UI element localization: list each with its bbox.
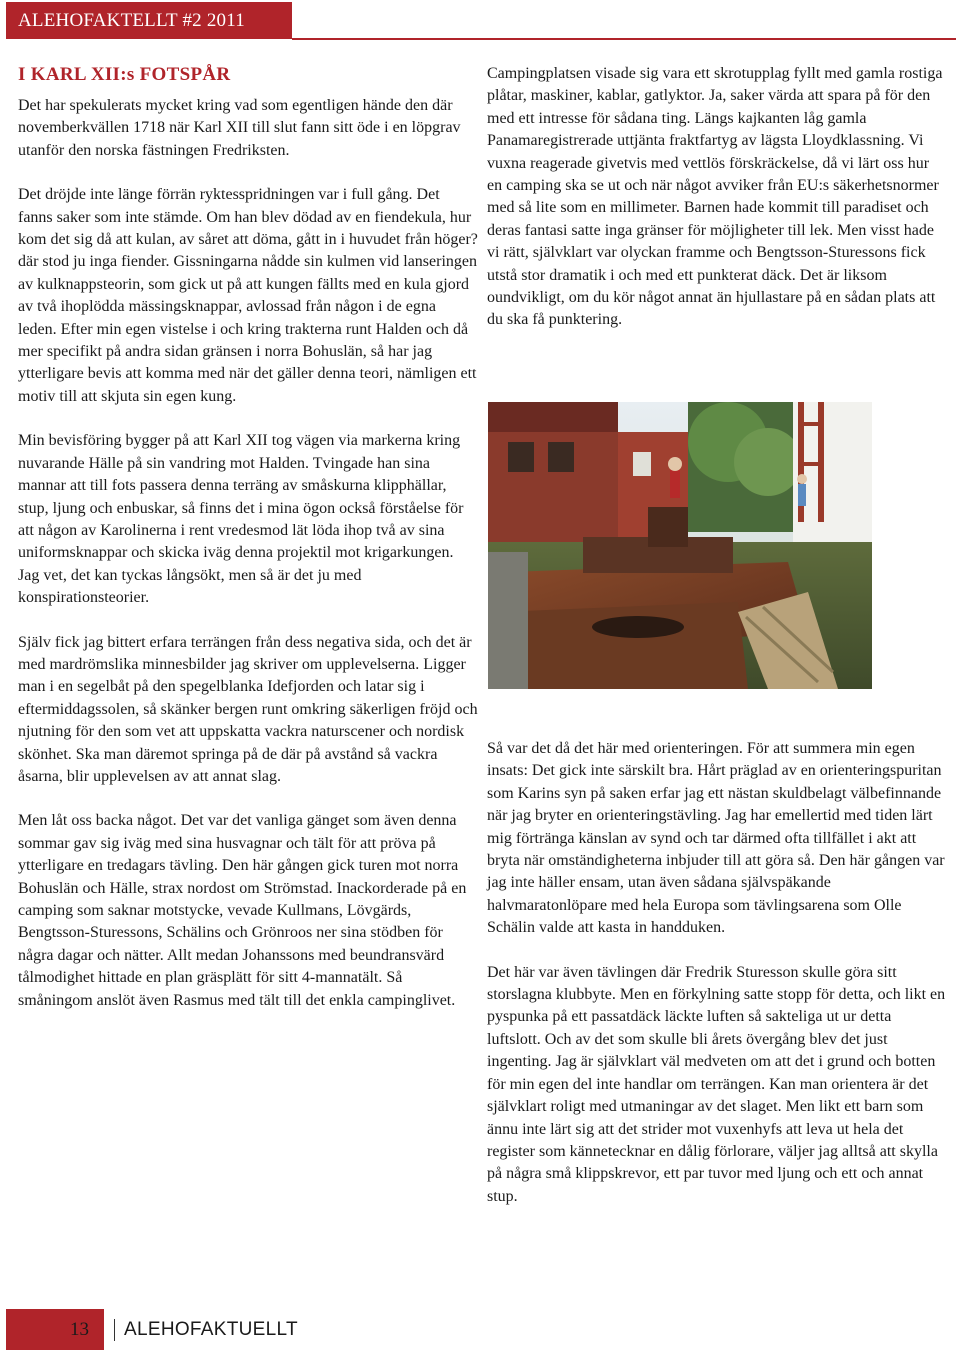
article-paragraph-8: Det här var även tävlingen där Fredrik Sturesson skulle göra sitt storslagna klubbyte. Men en förkylning satte stopp för detta, och likt en pyspunka på ett passatdäck läckte luften så sakteliga ut ur detta luftslott. Och av det som skulle bli årets övergång blev det just ingenting. Jag är självklart väl medveten om att det i grund och botten för min egen del inte handlar om terrängen. Kan man orientera är det självklart roligt med utmaningar av det slaget. Men likt ett barn som ännu inte lärt sig att det strider mot vuxenhyfs att leva ut hela det register som kännetecknar en dålig förlorare, väljer jag alltså att skylla på några små klippskrevor, ett par tuvor med ljung och ett och annat stup. (487, 963, 946, 1205)
masthead-banner (6, 2, 292, 39)
masthead-title: ALEHOFAKTELLT #2 2011 (18, 10, 245, 31)
right-column (487, 63, 947, 332)
footer-title: ALEHOFAKTUELLT (124, 1319, 298, 1340)
article-headline: I KARL XII:s FOTSPÅR (18, 64, 231, 85)
footer-separator (114, 1319, 115, 1341)
article-paragraph-5: Men låt oss backa något. Det var det vanliga gänget som även denna sommar gav sig iväg med sina husvagnar och tält för att pröva på ytterligare en tredagars tävling. Den här gången gick turen mot norra Bohuslän och Hälle, strax nordost om Strömstad. Inackorderade på en camping som saknar motstycke, vevade Kullmans, Lövgärds, Bengtsson-Sturessons, Schälins och Grönroos ner sina stödben för några dagar och nätter. Allt medan Johanssons med beundransvärd tålmodighet hittade en plan gräsplätt för sitt 4-mannatält. Så småningom anslöt även Rasmus med tält till det enkla campinglivet. (18, 812, 467, 1009)
article-paragraph-1: Det har spekulerats mycket kring vad som egentligen hände den där novemberkvällen 1718 när Karl XII till slut fann sitt öde i en löpgrav utanför den norska fästningen Fredriksten. (18, 97, 461, 159)
article-paragraph-4: Själv fick jag bittert erfara terrängen från dess negativa sida, och det är med mardrömslika minnesbilder jag skriver om upplevelserna. Ligger man i en segelbåt på den spegelblanka Idefjorden och latar sig i eftermiddagssolen, så skänker bergen runt omkring säkerligen fröjd och njutning för den som vet att uppskatta vackra naturscener och nordisk skönhet. Ska man däremot springa på de där på avstånd så vackra åsarna, blir upplevelsen av att annat slag. (18, 633, 478, 785)
article-paragraph-2: Det dröjde inte länge förrän ryktesspridningen var i full gång. Det fanns saker som inte stämde. Om han blev dödad av en fiendekula, hur kom det sig då att kulan, av såret att döma, gått in i huvudet från höger? där stod ju inga fiender. Gissningarna nådde sin kulmen vid lanseringen av kulknappsteorin, som gick ut på att kungen fällts med en kula gjord av två ihoplödda mässingsknappar, avlossad från någon i de egna leden. Efter min egen vistelse i och kring trakterna runt Halden och då mer specifikt på andra sidan gränsen i norra Bohuslän, så har jag ytterligare bevis att komma med när det gäller denna teori, nämligen ett motiv till att skjuta sin egen kung. (18, 186, 478, 405)
article-paragraph-7: Så var det då det här med orienteringen. För att summera min egen insats: Det gick inte särskilt bra. Hårt präglad av en orienteringspuritan som Karins syn på saken erfar jag ett nästan skuldbelagt välbefinnande när jag bryter en orienteringstävling. Jag har emellertid med tiden lärt mig förtränga känslan av synd och tar därmed ofta tillfället i akt att bryta när omständigheterna inbjuder till att göra så. Den här gången var jag inte häller ensam, utan även sådana självspäkande halvmaratonlöpare med hela Europa som tävlingsarena som Olle Schälin valde att kasta in handduken. (487, 740, 945, 937)
page-number: 13 (70, 1319, 89, 1340)
header-rule (292, 38, 956, 40)
article-paragraph-6: Campingplatsen visade sig vara ett skrotupplag fyllt med gamla rostiga plåtar, maskiner, kablar, gatlyktor. Ja, saker värda att spara på för den med ett intresse för sådana ting. Längs kajkanten låg gamla Panamaregistrerade uttjänta fraktfartyg av lägsta Lloydklassning. Vi vuxna reagerade givetvis med vettlös förskräckelse, då vi lärt oss hur en camping ska se ut och när något avviker från EU:s säkerhetsnormer med så lite som en millimeter. Barnen hade kommit till paradiset och deras fantasi satte inga gränser för möjligheter till lek. Men visst hade vi rätt, självklart var olyckan framme och Bengtsson-Sturessons fick utstå stor dramatik i och med ett punkterat däck. Det är liksom oundvikligt, om du kör något annat än hjullastare på en sådan plats att du ska få punktering. (487, 65, 943, 329)
campsite-scrapyard-photo (488, 402, 872, 689)
right-column-lower (487, 738, 947, 1208)
left-column (18, 63, 478, 1012)
article-paragraph-3: Min bevisföring bygger på att Karl XII tog vägen via markerna kring nuvarande Hälle på sin vandring mot Halden. Tvingade han sina mannar att till fots passera denna terräng av småskurna klipphällar, stup, ljung och enbuskar, så finns det i mina ögon också förståelse för att någon av Karolinerna i rent vredesmod lät löda ihop två av sina uniformsknappar och skicka iväg denna projektil mot krigarkungen. Jag vet, det kan tyckas långsökt, men så är det ju med konspirationsteorier. (18, 432, 464, 607)
